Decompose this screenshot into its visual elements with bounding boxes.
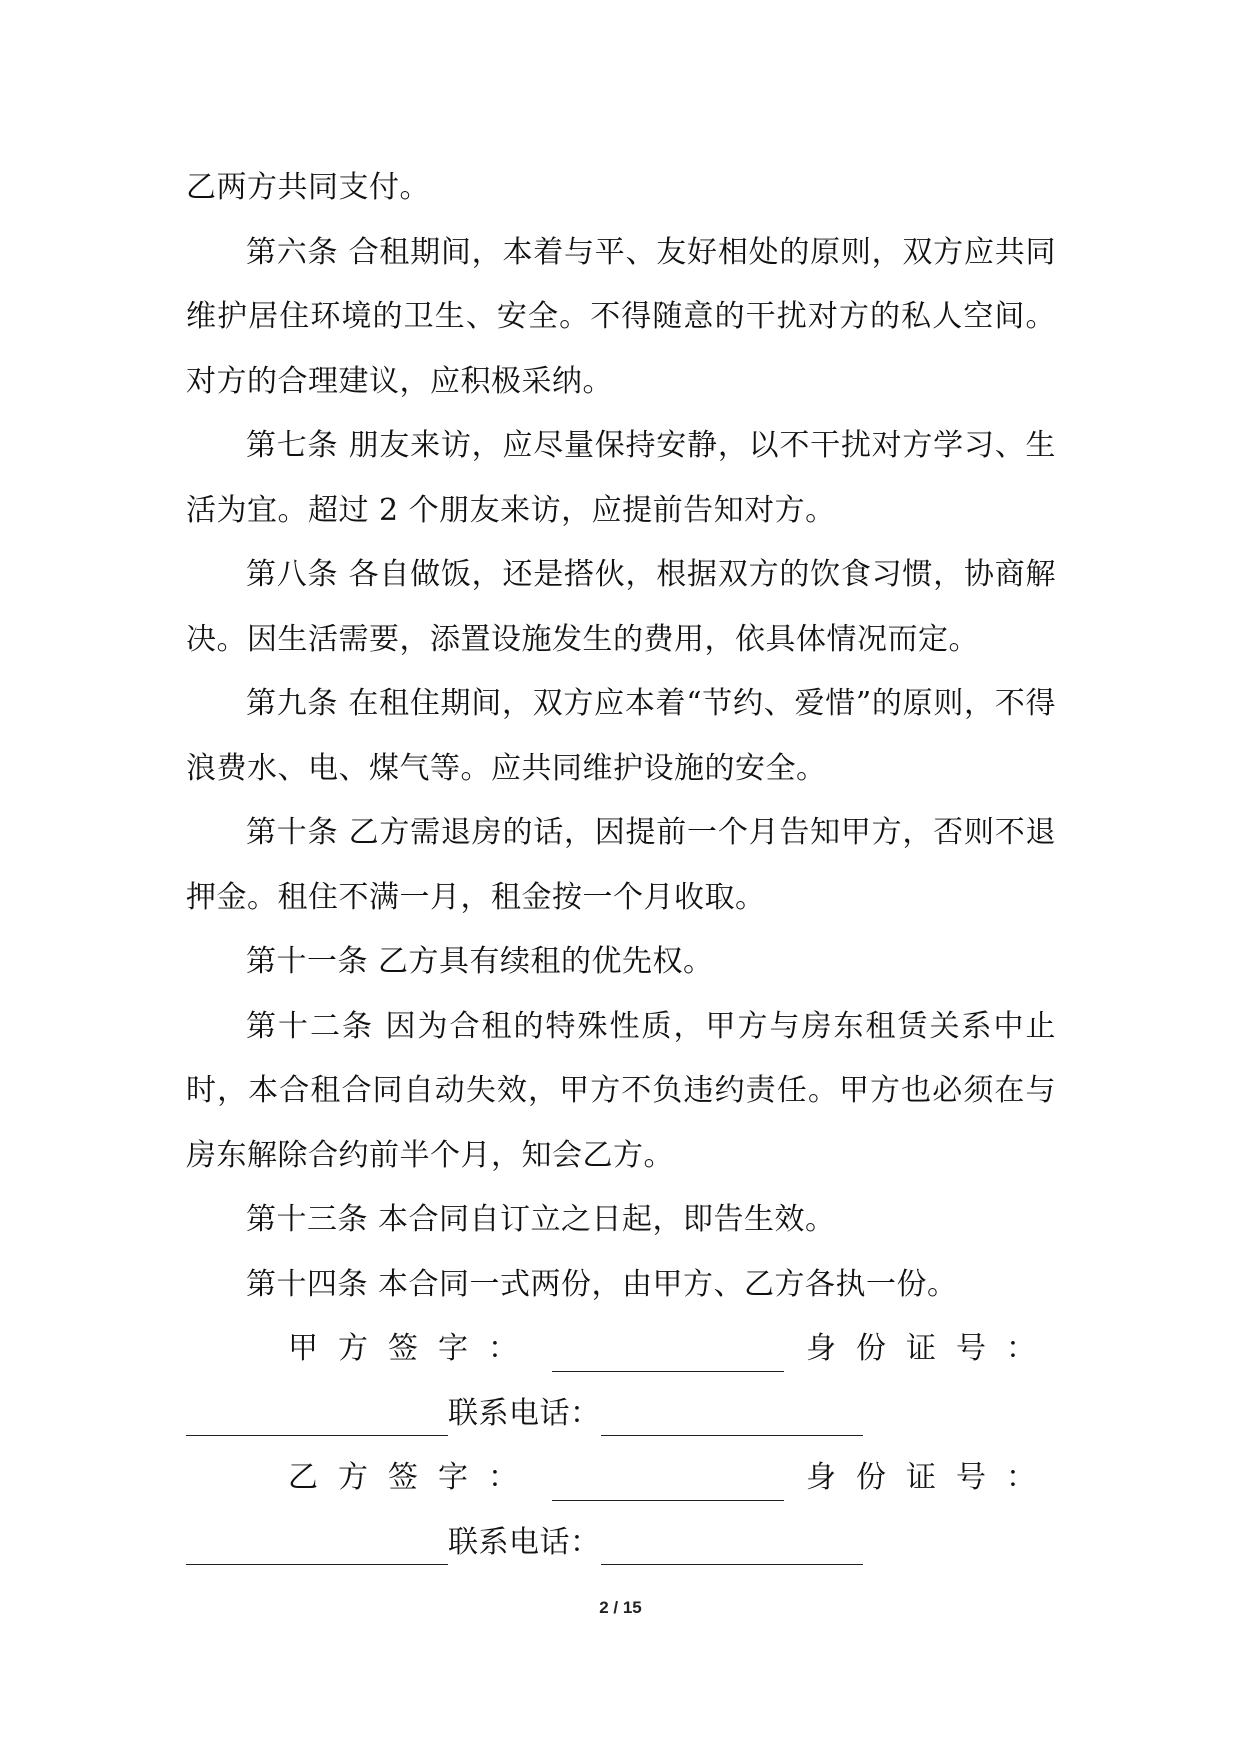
article-12: 第十二条 因为合租的特殊性质，甲方与房东租赁关系中止时，本合租合同自动失效，甲方不负违约责任。甲方也必须在与房东解除合约前半个月，知会乙方。 bbox=[186, 1008, 1056, 1173]
article-6: 第六条 合租期间，本着与平、友好相处的原则，双方应共同维护居住环境的卫生、安全。不得随意的干扰对方的私人空间。对方的合理建议，应积极采纳。 bbox=[186, 234, 1056, 399]
party-b-contact-row bbox=[186, 1511, 1056, 1576]
party-a-phone-label: 联系电话： bbox=[448, 1395, 601, 1431]
party-a-sign-label: 甲方签字： bbox=[288, 1331, 538, 1366]
party-b-id-blank[interactable] bbox=[186, 1520, 448, 1565]
party-b-id-label: 身份证号： bbox=[806, 1460, 1056, 1495]
party-a-signature-blank[interactable] bbox=[552, 1327, 784, 1372]
party-b-signature-row bbox=[186, 1446, 1056, 1511]
paragraph-continuation: 乙两方共同支付。 bbox=[186, 170, 430, 205]
contract-body bbox=[186, 156, 1056, 1575]
article-9: 第九条 在租住期间，双方应本着“节约、爱惜”的原则，不得浪费水、电、煤气等。应共同维护设施的安全。 bbox=[186, 686, 1056, 786]
article-8: 第八条 各自做饭，还是搭伙，根据双方的饮食习惯，协商解决。因生活需要，添置设施发生的费用，依具体情况而定。 bbox=[186, 557, 1056, 657]
article-13: 第十三条 本合同自订立之日起，即告生效。 bbox=[246, 1202, 836, 1237]
article-7: 第七条 朋友来访，应尽量保持安静，以不干扰对方学习、生活为宜。超过 2 个朋友来访，应提前告知对方。 bbox=[186, 428, 1056, 528]
article-11: 第十一条 乙方具有续租的优先权。 bbox=[246, 944, 714, 979]
party-a-id-blank[interactable] bbox=[186, 1391, 448, 1436]
party-b-sign-label: 乙方签字： bbox=[288, 1460, 538, 1495]
article-10: 第十条 乙方需退房的话，因提前一个月告知甲方，否则不退押金。租住不满一月，租金按一个月收取。 bbox=[186, 815, 1056, 915]
party-a-signature-row bbox=[186, 1317, 1056, 1382]
party-a-phone-blank[interactable] bbox=[601, 1391, 863, 1436]
party-a-id-label: 身份证号： bbox=[806, 1331, 1056, 1366]
page-number: 2 / 15 bbox=[599, 1598, 642, 1617]
party-b-phone-label: 联系电话： bbox=[448, 1524, 601, 1560]
party-a-contact-row bbox=[186, 1382, 1056, 1447]
party-b-signature-blank[interactable] bbox=[552, 1456, 784, 1501]
party-b-phone-blank[interactable] bbox=[601, 1520, 863, 1565]
article-14: 第十四条 本合同一式两份，由甲方、乙方各执一份。 bbox=[246, 1266, 958, 1302]
